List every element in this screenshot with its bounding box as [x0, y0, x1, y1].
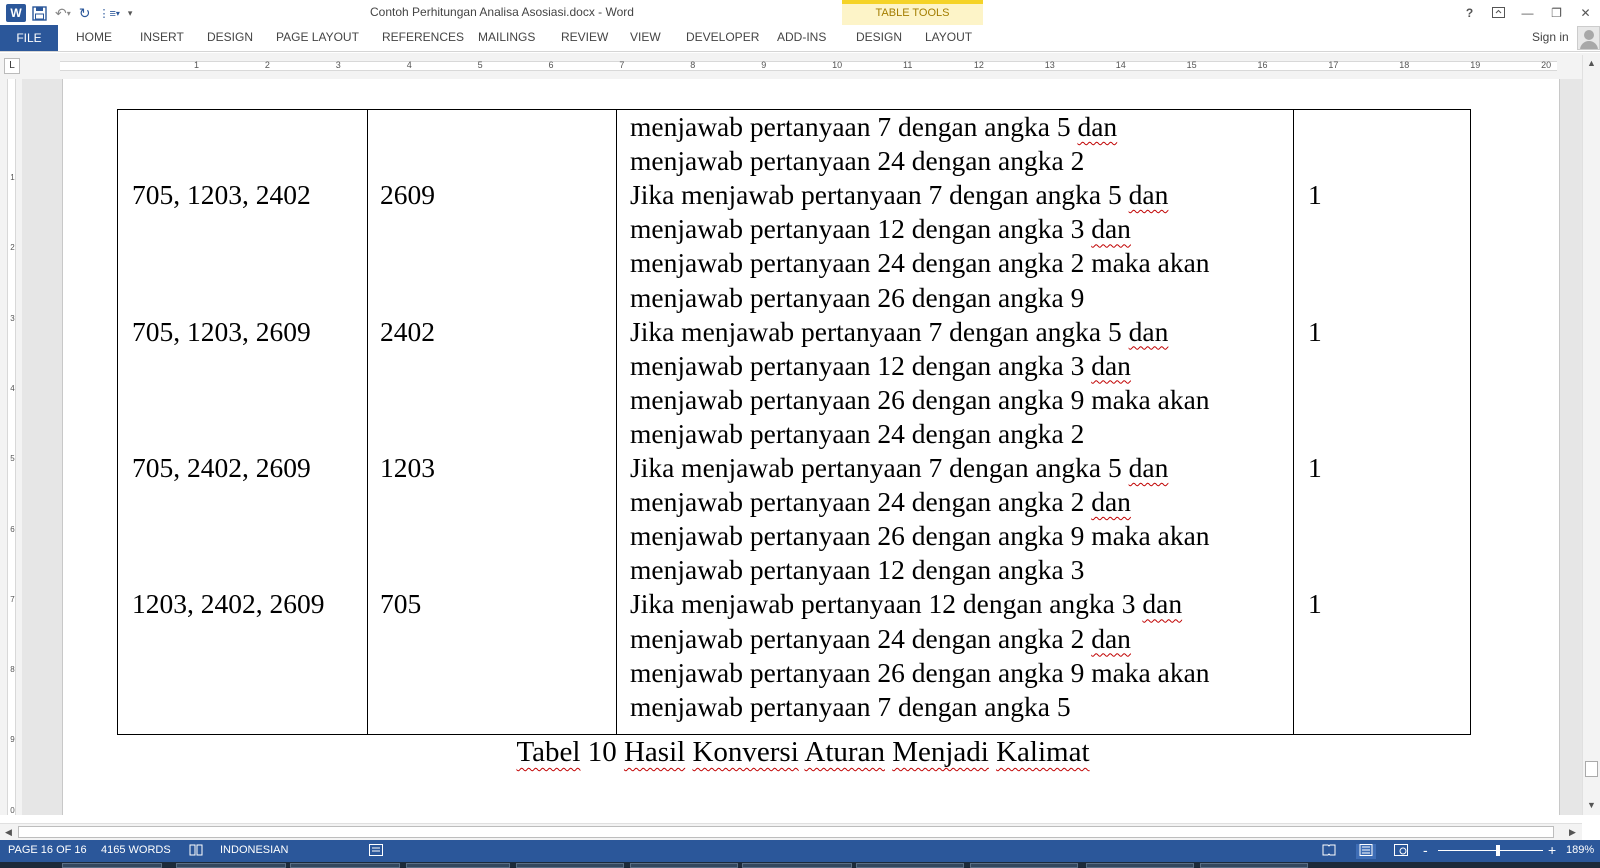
- sentence-line: menjawab pertanyaan 24 dengan angka 2 dan: [630, 486, 1131, 518]
- undo-icon[interactable]: ↶ ▾: [55, 4, 71, 21]
- sentence-cell[interactable]: [617, 110, 1294, 735]
- sentence-line: menjawab pertanyaan 26 dengan angka 9 maka akan: [630, 656, 1210, 688]
- sentence-line: Jika menjawab pertanyaan 7 dengan angka 5 dan: [630, 452, 1169, 483]
- value-text: 1: [1308, 179, 1322, 211]
- ruler-number: 12: [973, 60, 984, 70]
- proofing-icon[interactable]: [189, 844, 203, 859]
- tab-home[interactable]: HOME: [76, 30, 112, 44]
- print-layout-icon[interactable]: [1356, 844, 1376, 859]
- macro-recording-icon[interactable]: [369, 844, 383, 859]
- ruler-number: 15: [1186, 60, 1197, 70]
- ruler-number: 5: [10, 454, 15, 464]
- sentence-line: Jika menjawab pertanyaan 7 dengan angka 5 dan: [630, 179, 1169, 211]
- help-button[interactable]: ?: [1465, 5, 1474, 20]
- ruler-number: 1: [10, 173, 15, 182]
- tab-selector-icon[interactable]: L: [4, 58, 20, 74]
- minimize-icon[interactable]: —: [1521, 5, 1534, 20]
- tab-insert[interactable]: INSERT: [140, 30, 184, 44]
- tab-review[interactable]: REVIEW: [561, 30, 609, 44]
- sentence-line: menjawab pertanyaan 24 dengan angka 2 dan: [630, 622, 1131, 654]
- table-caption: [63, 736, 1483, 769]
- numbering-icon[interactable]: ⋮≡ ▾: [98, 7, 120, 20]
- close-icon[interactable]: ✕: [1580, 5, 1591, 20]
- horizontal-scroll-thumb[interactable]: [18, 826, 1554, 838]
- consequent-cell[interactable]: [368, 110, 617, 735]
- restore-icon[interactable]: ❐: [1551, 5, 1562, 20]
- tab-mailings[interactable]: MAILINGS: [478, 30, 536, 44]
- ruler-number: 9: [10, 735, 15, 745]
- vertical-scroll-thumb[interactable]: [1585, 761, 1598, 777]
- antecedent-cell[interactable]: [118, 110, 368, 735]
- save-icon[interactable]: [30, 3, 49, 23]
- antecedent-text: 1203, 2402, 2609: [132, 588, 325, 620]
- caption-word: Kalimat: [996, 736, 1090, 768]
- sentence-line: menjawab pertanyaan 7 dengan angka 5: [630, 690, 1071, 722]
- ruler-number: 6: [548, 60, 554, 70]
- tab-design[interactable]: DESIGN: [207, 30, 254, 44]
- taskbar-button[interactable]: [1086, 863, 1194, 868]
- caption-word: Menjadi: [892, 736, 989, 768]
- document-page[interactable]: [62, 79, 1560, 815]
- sentence-line: menjawab pertanyaan 26 dengan angka 9 maka akan: [630, 520, 1210, 552]
- word-count[interactable]: 4165 WORDS: [101, 844, 171, 856]
- horizontal-ruler[interactable]: [60, 61, 1557, 71]
- sentence-line: Jika menjawab pertanyaan 12 dengan angka 3 dan: [630, 588, 1183, 620]
- taskbar-button[interactable]: [856, 863, 964, 868]
- sentence-line: menjawab pertanyaan 12 dengan angka 3 dan: [630, 349, 1131, 381]
- caption-word: Aturan: [804, 736, 885, 768]
- taskbar-button[interactable]: [970, 863, 1078, 868]
- ruler-number: 14: [1115, 60, 1126, 70]
- vertical-ruler-area: [0, 79, 22, 815]
- read-mode-icon[interactable]: [1322, 844, 1336, 859]
- title-bar: [0, 0, 1600, 25]
- web-layout-icon[interactable]: [1394, 844, 1408, 859]
- ruler-number: 8: [690, 60, 696, 70]
- ruler-number: 19: [1470, 60, 1481, 70]
- scroll-down-icon[interactable]: ▼: [1587, 800, 1596, 810]
- document-title: Contoh Perhitungan Analisa Asosiasi.docx - Word: [370, 5, 634, 19]
- status-bar: [0, 840, 1600, 862]
- ruler-number: 13: [1044, 60, 1055, 70]
- sentence-line: menjawab pertanyaan 12 dengan angka 3: [630, 554, 1085, 586]
- antecedent-text: 705, 2402, 2609: [132, 452, 311, 483]
- ruler-number: 3: [10, 313, 15, 323]
- taskbar-button[interactable]: [1200, 863, 1308, 868]
- ruler-number: 9: [761, 60, 767, 70]
- consequent-text: 2402: [380, 315, 435, 347]
- taskbar-button[interactable]: [176, 863, 286, 868]
- tab-references[interactable]: REFERENCES: [382, 30, 465, 44]
- sentence-line: menjawab pertanyaan 12 dengan angka 3 dan: [630, 213, 1131, 245]
- ruler-number: 10: [832, 60, 843, 70]
- ruler-number: 6: [10, 524, 15, 534]
- ruler-number: 20: [1541, 60, 1552, 70]
- value-text: 1: [1308, 315, 1322, 347]
- quick-access-toolbar: [6, 2, 134, 24]
- ruler-number: 3: [335, 60, 341, 70]
- consequent-text: 705: [380, 588, 422, 620]
- sentence-line: menjawab pertanyaan 24 dengan angka 2 maka akan: [630, 247, 1210, 279]
- ruler-number: 8: [10, 665, 15, 675]
- caption-word: Hasil: [623, 736, 686, 768]
- tab-add-ins[interactable]: ADD-INS: [777, 30, 827, 44]
- sign-in-link[interactable]: Sign in: [1532, 30, 1569, 44]
- tab-developer[interactable]: DEVELOPER: [686, 30, 760, 44]
- value-text: 1: [1308, 588, 1322, 620]
- sentence-line: menjawab pertanyaan 24 dengan angka 2: [630, 145, 1085, 177]
- language-indicator[interactable]: INDONESIAN: [220, 844, 289, 856]
- ruler-number: 11: [903, 60, 913, 70]
- sentence-line: menjawab pertanyaan 7 dengan angka 5 dan: [630, 111, 1118, 142]
- horizontal-scrollbar[interactable]: [0, 823, 1582, 840]
- taskbar-button[interactable]: [516, 863, 624, 868]
- user-avatar[interactable]: [1577, 26, 1600, 50]
- windows-taskbar: [0, 862, 1600, 868]
- tab-view[interactable]: VIEW: [630, 30, 661, 44]
- sentence-line: menjawab pertanyaan 26 dengan angka 9 maka akan: [630, 383, 1210, 415]
- caption-word: 10: [587, 736, 617, 768]
- customize-qat-icon[interactable]: ▾: [127, 7, 133, 18]
- ruler-number: 2: [264, 60, 270, 70]
- vertical-ruler[interactable]: [7, 79, 16, 815]
- consequent-text: 1203: [380, 452, 435, 483]
- zoom-out-button[interactable]: -: [1423, 842, 1428, 858]
- horizontal-ruler-area: [0, 53, 1600, 79]
- taskbar-button[interactable]: [290, 863, 400, 868]
- sentence-line: Jika menjawab pertanyaan 7 dengan angka 5 dan: [630, 315, 1169, 347]
- table-row: [118, 110, 1471, 735]
- tab-table-layout[interactable]: LAYOUT: [925, 30, 973, 44]
- table-tools-label: TABLE TOOLS: [875, 7, 950, 19]
- zoom-level[interactable]: 189%: [1566, 844, 1595, 856]
- caption-word: Tabel: [516, 736, 581, 768]
- tab-file[interactable]: FILE: [0, 25, 58, 51]
- ruler-number: 0: [10, 805, 15, 815]
- ribbon-tabs: [0, 25, 1600, 52]
- antecedent-text: 705, 1203, 2609: [132, 315, 311, 347]
- ruler-number: 2: [10, 243, 15, 253]
- page-count[interactable]: PAGE 16 OF 16: [8, 844, 87, 856]
- ribbon-display-options-icon[interactable]: [1484, 0, 1513, 25]
- zoom-slider-thumb[interactable]: [1496, 845, 1500, 856]
- word-app-icon[interactable]: W: [6, 4, 26, 22]
- vertical-scrollbar[interactable]: [1582, 55, 1600, 815]
- zoom-in-button[interactable]: +: [1548, 842, 1557, 858]
- ruler-number: 16: [1257, 60, 1268, 70]
- taskbar-button[interactable]: [742, 863, 852, 868]
- ruler-number: 18: [1399, 60, 1410, 70]
- scroll-right-icon[interactable]: ▶: [1569, 827, 1576, 837]
- scroll-up-icon[interactable]: ▲: [1587, 58, 1596, 68]
- taskbar-button[interactable]: [406, 863, 510, 868]
- document-area: [22, 79, 1582, 815]
- caption-word: Konversi: [692, 736, 799, 768]
- taskbar-button[interactable]: [630, 863, 738, 868]
- rules-table[interactable]: [117, 109, 1471, 735]
- ruler-number: 5: [477, 60, 483, 70]
- ruler-number: 7: [10, 594, 15, 604]
- sentence-line: menjawab pertanyaan 26 dengan angka 9: [630, 281, 1085, 313]
- ruler-number: 7: [619, 60, 625, 70]
- tab-table-design[interactable]: DESIGN: [856, 30, 903, 44]
- consequent-text: 2609: [380, 179, 435, 211]
- scroll-left-icon[interactable]: ◀: [5, 827, 12, 837]
- redo-icon[interactable]: ↻: [78, 4, 91, 21]
- ruler-number: 17: [1328, 60, 1339, 70]
- taskbar-button[interactable]: [62, 863, 162, 868]
- ruler-number: 4: [10, 383, 15, 393]
- ruler-number: 1: [194, 60, 200, 70]
- ruler-number: 4: [406, 60, 412, 70]
- window-controls: [1455, 0, 1600, 25]
- value-cell[interactable]: [1294, 110, 1471, 735]
- sentence-line: menjawab pertanyaan 24 dengan angka 2: [630, 417, 1085, 449]
- tab-page-layout[interactable]: PAGE LAYOUT: [276, 30, 359, 44]
- antecedent-text: 705, 1203, 2402: [132, 179, 311, 211]
- value-text: 1: [1308, 452, 1322, 483]
- zoom-slider[interactable]: [1438, 850, 1543, 851]
